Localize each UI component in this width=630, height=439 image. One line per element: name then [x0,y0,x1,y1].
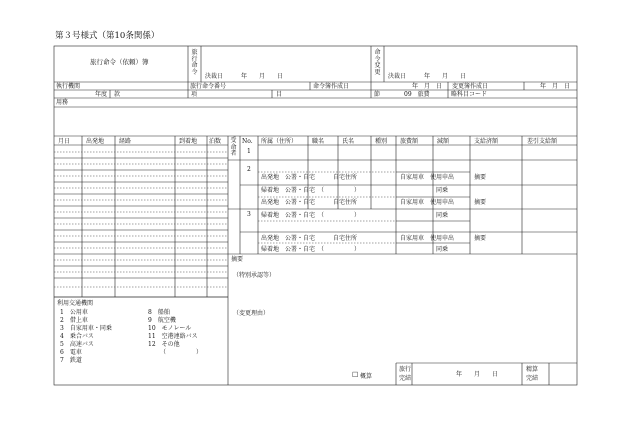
travel-done-label-1: 旅行 [399,366,412,373]
traveler-summary-label: 摘要 [474,235,487,242]
traveler-departure-line: 出発地 公署・自宅 自宅住所 [261,174,358,181]
section-value: 09 旅費 [404,91,430,98]
transport-option: 4 乗合バス [60,333,94,340]
transport-list-right [148,309,203,356]
change-ledger-date-label: 変更簿作成日 [452,83,489,90]
transport-option: 2 借上車 [60,317,88,324]
eye-label: 目 [276,91,283,98]
ledger-date-value[interactable]: 年 月 日 [412,83,443,90]
transport-option: 5 高速バス [60,341,94,348]
traveler-difference-header: 差引支給額 [527,138,558,145]
traveler-departure-line: 出発地 公署・自宅 自宅住所 [261,199,358,206]
traveler-summary-label: 摘要 [474,199,487,206]
purpose-label: 用務 [56,99,69,106]
traveler-private-car: 自家用車 使用申出 [400,235,455,242]
traveler-title-header: 職名 [312,138,325,145]
section-label: 節 [374,91,381,98]
transport-option: 6 電車 [60,349,82,356]
traveler-name-header: 氏名 [342,138,355,145]
decision-date-right[interactable]: 決裁日 年 月 日 [388,73,467,80]
transport-option: 12 その他 [148,341,180,348]
traveler-return-line: 帰着地 公署・自宅 （ ） [261,187,361,194]
traveler-no-header: No. [242,138,253,145]
traveler-return-line: 帰着地 公署・自宅 （ ） [261,212,361,219]
change-reason-label: （変更理由） [233,310,270,317]
traveler-ride-along: 同乗 [436,187,449,194]
traveler-row-number: 2 [247,166,251,173]
itinerary-nights-header: 泊数 [209,138,222,145]
traveler-reduction-header: 減額 [437,138,450,145]
decision-date-left[interactable]: 決裁日 年 月 日 [205,73,284,80]
traveler-ride-along: 同乗 [436,246,449,253]
order-vertical-label: 旅 行 命 令 [191,49,198,76]
approximate-label: 概算 [360,373,373,380]
remarks-summary-label: 摘要 [231,256,244,263]
traveler-amount-header: 旅費額 [400,138,419,145]
order-number-label: 旅行命令番号 [190,83,227,90]
itinerary-departure-header: 出発地 [86,138,105,145]
approximate-checkbox[interactable]: ☐ [352,371,359,379]
traveler-return-line: 帰着地 公署・自宅 （ ） [261,246,361,253]
subject-code-label: 略科目コード [451,91,488,98]
traveler-departure-line: 出発地 公署・自宅 自宅住所 [261,235,358,242]
itinerary-route-header: 経路 [119,138,132,145]
change-vertical-label: 命 令 変 更 [374,49,381,76]
transport-option: 10 モノレール [148,325,192,332]
transport-option: 7 鉄道 [60,357,82,364]
transport-option: 3 自家用車・同乗 [60,325,112,332]
special-approval-label: （特別承認等） [233,272,276,279]
traveler-row-number: 1 [247,148,251,155]
itinerary-arrival-header: 到着地 [179,138,198,145]
traveler-vertical-label: 受 命 者 [230,137,237,158]
transport-option: 8 船舶 [148,309,170,316]
form-title: 第３号様式（第10条関係） [55,31,160,41]
traveler-grade-header: 種別 [375,138,388,145]
traveler-summary-label: 摘要 [474,174,487,181]
transport-option: 9 航空機 [148,317,176,324]
traveler-row-number: 3 [247,211,251,218]
itinerary-date-header: 月日 [58,138,71,145]
travel-done-date[interactable]: 年 月 日 [456,371,499,378]
account-label: 款 [114,91,121,98]
traveler-ride-along: 同乗 [436,212,449,219]
settle-done-label-1: 精算 [526,366,539,373]
org-label: 執行機関 [56,83,81,90]
ledger-title: 旅行命令（依頼）簿 [90,58,149,66]
transport-option: （ ） [160,349,203,356]
settle-done-label-2: 完結 [526,375,539,382]
traveler-private-car: 自家用車 使用申出 [400,174,455,181]
transport-option: 11 空港連絡バス [148,333,198,340]
transport-option: 1 公用車 [60,309,88,316]
change-ledger-date-value[interactable]: 年 月 日 [540,83,571,90]
traveler-affiliation-header: 所属（住所） [261,138,298,145]
transport-title: 利用交通機関 [57,300,94,307]
transport-list-left [60,309,112,364]
traveler-private-car: 自家用車 使用申出 [400,199,455,206]
ledger-date-label: 命令簿作成日 [313,83,350,90]
travel-done-label-2: 完結 [399,375,412,382]
traveler-paid-header: 支給済額 [474,138,499,145]
fiscal-year-label: 年度 [95,91,108,98]
item-label: 項 [191,91,198,98]
